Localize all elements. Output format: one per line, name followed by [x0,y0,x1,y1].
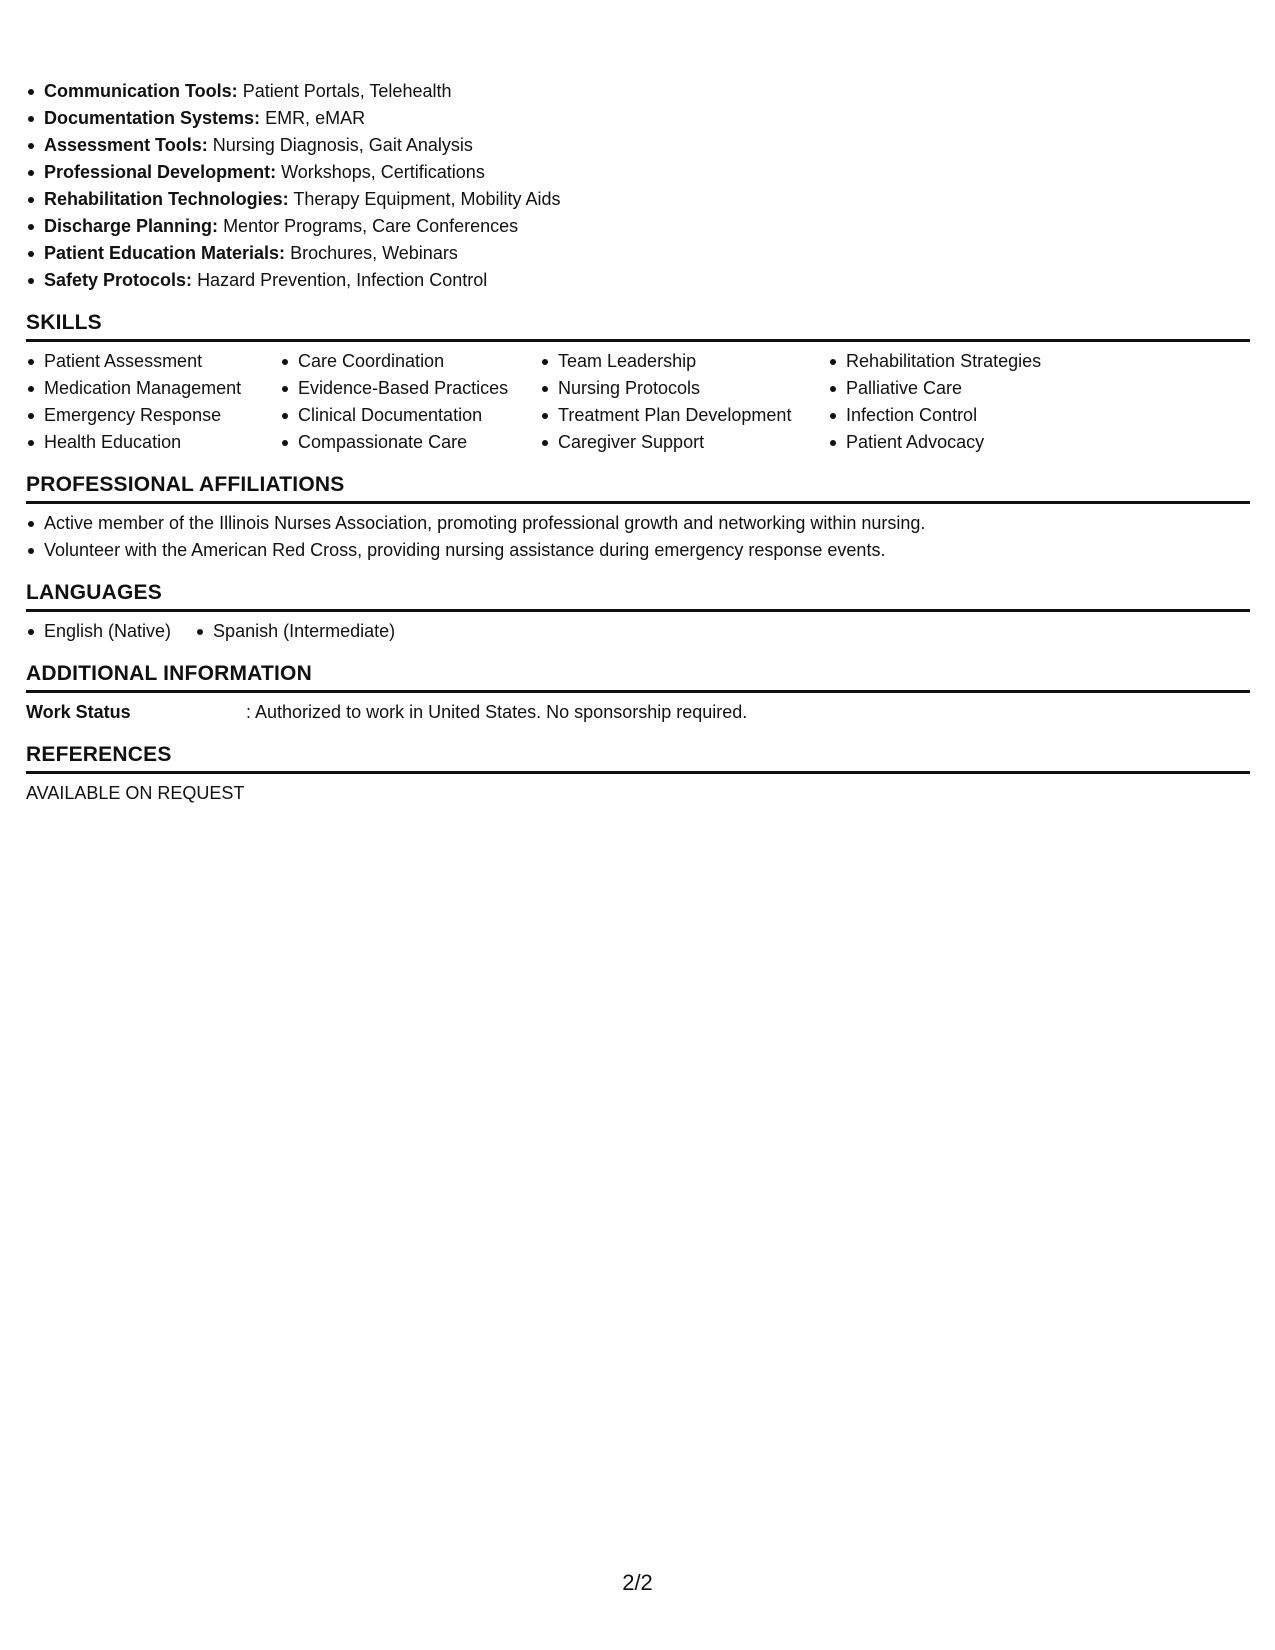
work-status-label: Work Status [26,702,131,722]
list-item [26,267,1250,294]
tool-value: Nursing Diagnosis, Gait Analysis [212,135,473,155]
list-item [26,213,1250,240]
language-item: English (Native) [26,618,171,645]
tool-label: Professional Development: [44,162,277,182]
list-item [26,105,1250,132]
section-title: LANGUAGES [26,580,1250,612]
skill-item: Patient Advocacy [828,429,1128,456]
references-section [26,742,1250,807]
section-title: ADDITIONAL INFORMATION [26,661,1250,693]
additional-info-section [26,661,1250,726]
tool-value: Patient Portals, Telehealth [242,81,452,101]
skill-item: Health Education [26,429,280,456]
skills-column [26,348,280,456]
skill-item: Evidence-Based Practices [280,375,540,402]
section-title: REFERENCES [26,742,1250,774]
tool-label: Communication Tools: [44,81,238,101]
tool-value: Workshops, Certifications [281,162,485,182]
resume-page [26,78,1250,807]
section-title: PROFESSIONAL AFFILIATIONS [26,472,1250,504]
list-item [26,132,1250,159]
skill-item: Nursing Protocols [540,375,828,402]
skill-item: Compassionate Care [280,429,540,456]
section-title: SKILLS [26,310,1250,342]
tool-label: Patient Education Materials: [44,243,286,263]
list-item [26,186,1250,213]
work-status-value: : Authorized to work in United States. No sponsorship required. [246,702,748,722]
tool-value: EMR, eMAR [265,108,366,128]
affiliation-item: Volunteer with the American Red Cross, providing nursing assistance during emergency response events. [26,537,1250,564]
tool-value: Brochures, Webinars [290,243,458,263]
tool-label: Discharge Planning: [44,216,219,236]
skill-item: Clinical Documentation [280,402,540,429]
language-item: Spanish (Intermediate) [195,618,395,645]
skill-item: Emergency Response [26,402,280,429]
skill-item: Care Coordination [280,348,540,375]
affiliations-section [26,472,1250,564]
skill-item: Treatment Plan Development [540,402,828,429]
affiliation-item: Active member of the Illinois Nurses Association, promoting professional growth and networking within nursing. [26,510,1250,537]
skills-section [26,310,1250,456]
tool-label: Documentation Systems: [44,108,261,128]
work-status-row [26,699,1250,726]
tools-list [26,78,1250,294]
page-number: 2/2 [622,1570,653,1595]
tool-value: Mentor Programs, Care Conferences [223,216,519,236]
affiliations-list [26,510,1250,564]
skill-item: Caregiver Support [540,429,828,456]
skill-item: Patient Assessment [26,348,280,375]
skill-item: Rehabilitation Strategies [828,348,1128,375]
languages-section [26,580,1250,645]
skills-column [280,348,540,456]
list-item [26,240,1250,267]
tool-value: Hazard Prevention, Infection Control [197,270,488,290]
skill-item: Infection Control [828,402,1128,429]
skills-grid [26,348,1250,456]
references-text: AVAILABLE ON REQUEST [26,783,245,803]
list-item [26,159,1250,186]
skill-item: Team Leadership [540,348,828,375]
skill-item: Palliative Care [828,375,1128,402]
languages-list [26,618,1250,645]
skills-column [828,348,1128,456]
tool-label: Assessment Tools: [44,135,208,155]
skill-item: Medication Management [26,375,280,402]
tool-label: Safety Protocols: [44,270,193,290]
tool-label: Rehabilitation Technologies: [44,189,289,209]
list-item [26,78,1250,105]
skills-column [540,348,828,456]
tool-value: Therapy Equipment, Mobility Aids [293,189,561,209]
